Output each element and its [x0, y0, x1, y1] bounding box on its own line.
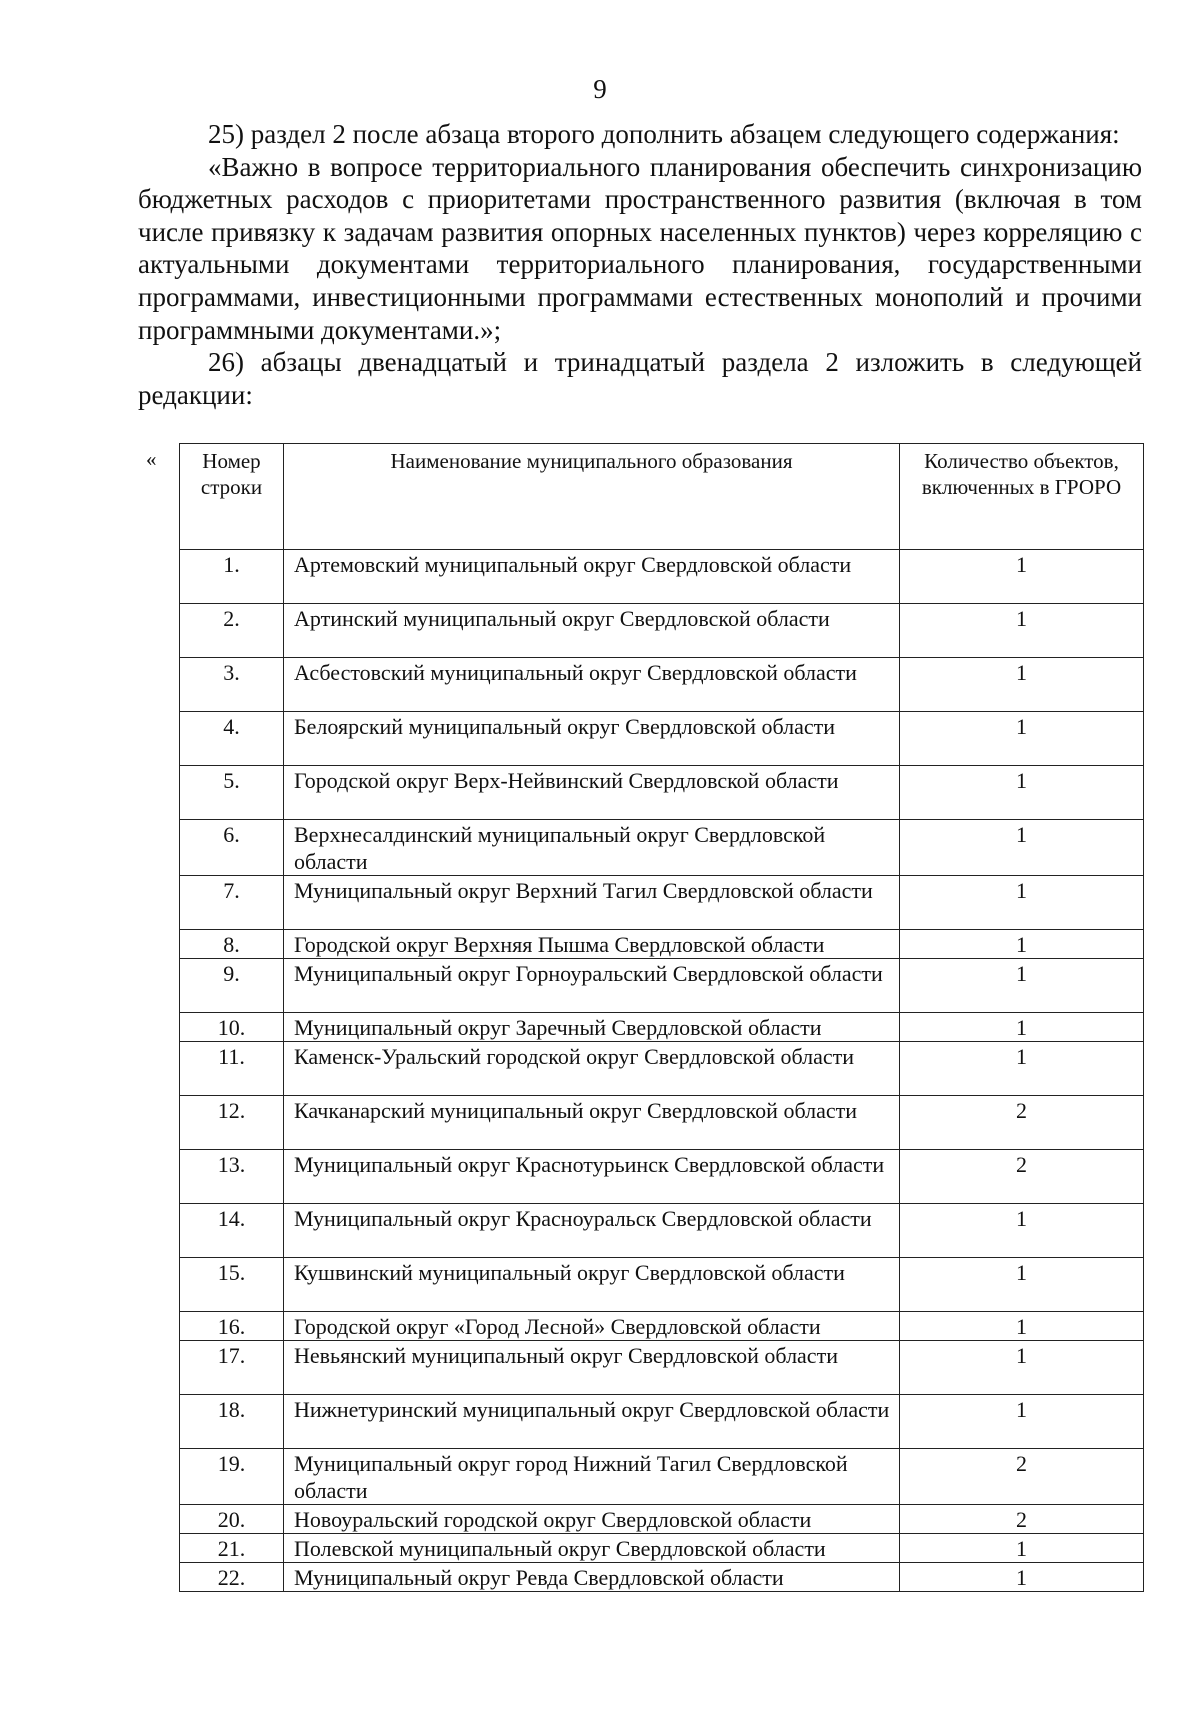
municipality-name-cell: Верхнесалдинский муниципальный округ Свердловской области: [284, 820, 900, 876]
object-count-cell: 1: [900, 766, 1144, 820]
municipality-name-cell: Кушвинский муниципальный округ Свердловской области: [284, 1258, 900, 1312]
row-number-cell: 2.: [180, 604, 284, 658]
row-number-cell: 22.: [180, 1563, 284, 1592]
municipality-name-cell: Муниципальный округ Ревда Свердловской области: [284, 1563, 900, 1592]
municipality-name-cell: Муниципальный округ Краснотурьинск Свердловской области: [284, 1150, 900, 1204]
municipality-name-cell: Белоярский муниципальный округ Свердловской области: [284, 712, 900, 766]
row-number-cell: 1.: [180, 550, 284, 604]
row-number-cell: 4.: [180, 712, 284, 766]
object-count-cell: 1: [900, 820, 1144, 876]
table-row: [180, 766, 1144, 820]
row-number-cell: 5.: [180, 766, 284, 820]
table-row: [180, 1042, 1144, 1096]
row-number-cell: 15.: [180, 1258, 284, 1312]
municipalities-table-wrapper: [179, 443, 1143, 1592]
object-count-cell: 1: [900, 876, 1144, 930]
municipality-name-cell: Новоуральский городской округ Свердловской области: [284, 1505, 900, 1534]
table-row: [180, 930, 1144, 959]
row-number-cell: 18.: [180, 1395, 284, 1449]
document-body: [138, 118, 1142, 411]
table-row: [180, 1563, 1144, 1592]
row-number-cell: 17.: [180, 1341, 284, 1395]
object-count-cell: 1: [900, 1563, 1144, 1592]
table-row: [180, 1150, 1144, 1204]
row-number-cell: 21.: [180, 1534, 284, 1563]
table-row: [180, 1341, 1144, 1395]
municipality-name-cell: Качканарский муниципальный округ Свердловской области: [284, 1096, 900, 1150]
row-number-cell: 3.: [180, 658, 284, 712]
municipality-name-cell: Муниципальный округ Красноуральск Свердловской области: [284, 1204, 900, 1258]
object-count-cell: 1: [900, 1341, 1144, 1395]
table-row: [180, 876, 1144, 930]
table-row: [180, 820, 1144, 876]
object-count-cell: 2: [900, 1096, 1144, 1150]
header-row-number: Номер строки: [180, 444, 284, 550]
object-count-cell: 1: [900, 658, 1144, 712]
paragraph-quote: «Важно в вопросе территориального планирования обеспечить синхронизацию бюджетных расходов с приоритетами пространственного развития (включая в том числе привязку к задачам развития опорных населенных пунктов) через корреляцию с актуальными документами территориального планирования, государственными программами, инвестиционными программами естественных монополий и прочими программными документами.»;: [138, 151, 1142, 345]
object-count-cell: 1: [900, 1204, 1144, 1258]
row-number-cell: 7.: [180, 876, 284, 930]
municipality-name-cell: Артинский муниципальный округ Свердловской области: [284, 604, 900, 658]
table-row: [180, 1505, 1144, 1534]
municipality-name-cell: Нижнетуринский муниципальный округ Свердловской области: [284, 1395, 900, 1449]
table-row: [180, 1096, 1144, 1150]
table-row: [180, 1534, 1144, 1563]
municipalities-table: [179, 443, 1144, 1592]
municipality-name-cell: Муниципальный округ Заречный Свердловской области: [284, 1013, 900, 1042]
row-number-cell: 11.: [180, 1042, 284, 1096]
row-number-cell: 10.: [180, 1013, 284, 1042]
row-number-cell: 19.: [180, 1449, 284, 1505]
object-count-cell: 1: [900, 550, 1144, 604]
municipality-name-cell: Муниципальный округ Горноуральский Свердловской области: [284, 959, 900, 1013]
object-count-cell: 1: [900, 1312, 1144, 1341]
object-count-cell: 2: [900, 1505, 1144, 1534]
paragraph-26: 26) абзацы двенадцатый и тринадцатый раздела 2 изложить в следующей редакции:: [138, 347, 1142, 410]
municipality-name-cell: Городской округ «Город Лесной» Свердловской области: [284, 1312, 900, 1341]
table-row: [180, 658, 1144, 712]
row-number-cell: 16.: [180, 1312, 284, 1341]
table-row: [180, 604, 1144, 658]
object-count-cell: 1: [900, 1258, 1144, 1312]
table-row: [180, 1312, 1144, 1341]
table-header-row: [180, 444, 1144, 550]
row-number-cell: 13.: [180, 1150, 284, 1204]
page-number: 9: [593, 74, 607, 104]
table-row: [180, 1013, 1144, 1042]
table-row: [180, 1258, 1144, 1312]
row-number-cell: 14.: [180, 1204, 284, 1258]
row-number-cell: 8.: [180, 930, 284, 959]
row-number-cell: 9.: [180, 959, 284, 1013]
row-number-cell: 20.: [180, 1505, 284, 1534]
municipality-name-cell: Полевской муниципальный округ Свердловской области: [284, 1534, 900, 1563]
header-object-count: Количество объектов, включенных в ГРОРО: [900, 444, 1144, 550]
municipality-name-cell: Каменск-Уральский городской округ Свердловской области: [284, 1042, 900, 1096]
object-count-cell: 1: [900, 959, 1144, 1013]
municipality-name-cell: Городской округ Верхняя Пышма Свердловской области: [284, 930, 900, 959]
municipality-name-cell: Асбестовский муниципальный округ Свердловской области: [284, 658, 900, 712]
object-count-cell: 2: [900, 1449, 1144, 1505]
object-count-cell: 1: [900, 1013, 1144, 1042]
municipality-name-cell: Артемовский муниципальный округ Свердловской области: [284, 550, 900, 604]
municipality-name-cell: Муниципальный округ город Нижний Тагил Свердловской области: [284, 1449, 900, 1505]
object-count-cell: 1: [900, 1395, 1144, 1449]
object-count-cell: 2: [900, 1150, 1144, 1204]
row-number-cell: 12.: [180, 1096, 284, 1150]
object-count-cell: 1: [900, 1534, 1144, 1563]
table-row: [180, 959, 1144, 1013]
paragraph-25: 25) раздел 2 после абзаца второго дополнить абзацем следующего содержания:: [208, 119, 1120, 149]
municipality-name-cell: Городской округ Верх-Нейвинский Свердловской области: [284, 766, 900, 820]
municipality-name-cell: Муниципальный округ Верхний Тагил Свердловской области: [284, 876, 900, 930]
municipality-name-cell: Невьянский муниципальный округ Свердловской области: [284, 1341, 900, 1395]
table-body: [180, 550, 1144, 1592]
object-count-cell: 1: [900, 1042, 1144, 1096]
table-open-quote: «: [146, 447, 157, 471]
table-row: [180, 712, 1144, 766]
object-count-cell: 1: [900, 712, 1144, 766]
table-row: [180, 1395, 1144, 1449]
object-count-cell: 1: [900, 930, 1144, 959]
table-row: [180, 1204, 1144, 1258]
table-row: [180, 550, 1144, 604]
row-number-cell: 6.: [180, 820, 284, 876]
table-row: [180, 1449, 1144, 1505]
object-count-cell: 1: [900, 604, 1144, 658]
header-municipality-name: Наименование муниципального образования: [284, 444, 900, 550]
